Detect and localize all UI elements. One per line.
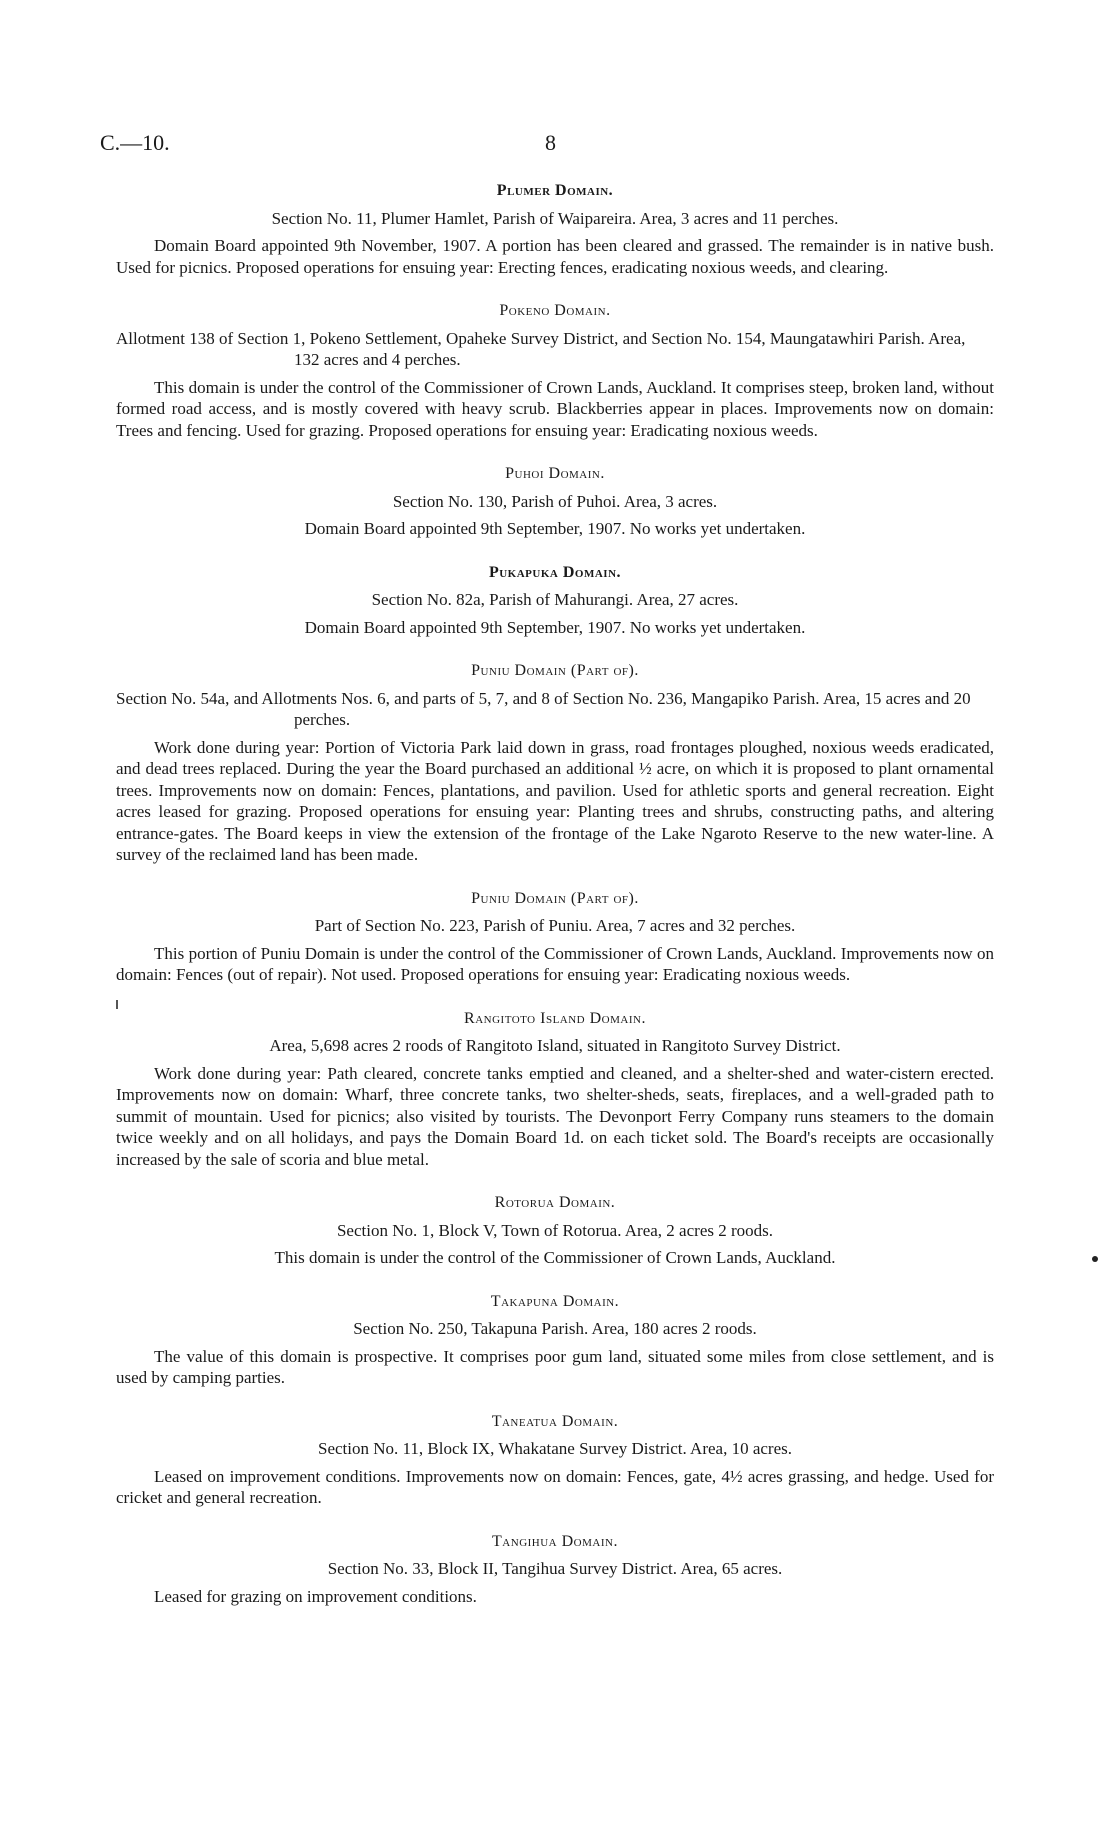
section-heading: Puniu Domain (Part of). (471, 662, 639, 679)
section-rotorua-domain (116, 1192, 994, 1269)
section-heading: Puniu Domain (Part of). (471, 889, 639, 907)
section-location: Section No. 1, Block V, Town of Rotorua. Area, 2 acres 2 roods. (336, 1220, 774, 1240)
section-heading: Pukapuka Domain. (488, 563, 622, 581)
section-location: Section No. 82a, Parish of Mahurangi. Area, 27 acres. (371, 590, 739, 609)
section-puniu-domain-2 (116, 888, 994, 986)
section-rangitoto-island-domain (116, 1008, 994, 1171)
section-pukapuka-domain (116, 562, 994, 639)
section-paragraph: Domain Board appointed 9th September, 1907. No works yet undertaken. (304, 519, 806, 538)
section-heading: Rotorua Domain. (494, 1194, 616, 1211)
margin-dot (1092, 1256, 1098, 1262)
section-location: Part of Section No. 223, Parish of Puniu. Area, 7 acres and 32 perches. (314, 916, 796, 935)
section-paragraph: Domain Board appointed 9th November, 1907. A portion has been cleared and grassed. The remainder is in native bush. Used for picnics. Proposed operations for ensuing year: Erecting fences, eradicating noxious weeds, and clearing. (116, 236, 994, 277)
section-location: Area, 5,698 acres 2 roods of Rangitoto Island, situated in Rangitoto Survey District. (269, 1036, 841, 1055)
section-location: Section No. 11, Plumer Hamlet, Parish of Waipareira. Area, 3 acres and 11 perches. (271, 208, 839, 228)
section-paragraph: This portion of Puniu Domain is under the control of the Commissioner of Crown Lands, Auckland. Improvements now on domain: Fences (out of repair). Not used. Proposed operations for ensuing year: Eradicating noxious weeds. (116, 943, 994, 984)
section-plumer-domain (116, 180, 994, 278)
section-location: Allotment 138 of Section 1, Pokeno Settlement, Opaheke Survey District, and Section No. 154, Maungatawhiri Parish. Area, 132 acres and 4 perches. (116, 328, 966, 369)
section-paragraph: The value of this domain is prospective. It comprises poor gum land, situated some miles from close settlement, and is used by camping parties. (116, 1346, 994, 1387)
section-paragraph: This domain is under the control of the Commissioner of Crown Lands, Auckland. It comprises steep, broken land, without formed road access, and is mostly covered with heavy scrub. Blackberries appear in places. Improvements now on domain: Trees and fencing. Used for grazing. Proposed operations for ensuing year: Eradicating noxious weeds. (116, 377, 994, 440)
document-code: C.—10. (100, 130, 170, 155)
section-heading: Plumer Domain. (496, 182, 614, 199)
page-header (100, 130, 1030, 160)
section-heading: Puhoi Domain. (505, 465, 605, 482)
section-takapuna-domain (116, 1291, 994, 1389)
section-taneatua-domain (116, 1411, 994, 1509)
section-puniu-domain-1 (116, 660, 994, 866)
section-paragraph: Work done during year: Portion of Victoria Park laid down in grass, road frontages ploughed, noxious weeds eradicated, and dead trees replaced. During the year the Board purchased an additional ½ acre, on which it is proposed to plant ornamental trees. Improvements now on domain: Fences, plantations, and pavilion. Used for athletic sports and general recreation. Eight acres leased for grazing. Proposed operations for ensuing year: Planting trees and shrubs, constructing paths, and altering entrance-gates. The Board keeps in view the extension of the frontage of the Lake Ngaroto Reserve to the new water-line. A survey of the reclaimed land has been made. (116, 737, 994, 864)
section-location: Section No. 54a, and Allotments Nos. 6, and parts of 5, 7, and 8 of Section No. 236, Mangapiko Parish. Area, 15 acres and 20 perches. (116, 688, 971, 729)
section-paragraph: This domain is under the control of the Commissioner of Crown Lands, Auckland. (274, 1248, 836, 1267)
section-heading: Rangitoto Island Domain. (464, 1009, 646, 1027)
section-paragraph: Leased for grazing on improvement conditions. (154, 1586, 477, 1606)
section-paragraph: Domain Board appointed 9th September, 1907. No works yet undertaken. (304, 617, 806, 637)
section-heading: Tangihua Domain. (492, 1532, 618, 1550)
section-location: Section No. 33, Block II, Tangihua Survey District. Area, 65 acres. (327, 1559, 783, 1578)
section-location: Section No. 130, Parish of Puhoi. Area, 3 acres. (392, 491, 718, 511)
section-pokeno-domain (116, 300, 994, 441)
section-paragraph: Leased on improvement conditions. Improvements now on domain: Fences, gate, 4½ acres grassing, and hedge. Used for cricket and general recreation. (116, 1466, 994, 1507)
section-location: Section No. 250, Takapuna Parish. Area, 180 acres 2 roods. (353, 1319, 757, 1338)
section-tangihua-domain (116, 1531, 994, 1608)
section-paragraph: Work done during year: Path cleared, concrete tanks emptied and cleaned, and a shelter-shed and water-cistern erected. Improvements now on domain: Wharf, three concrete tanks, two shelter-sheds, seats, fireplaces, and a well-graded path to summit of mountain. Used for picnics; also visited by tourists. The Devonport Ferry Company runs steamers to the domain twice weekly and on all holidays, and pays the Domain Board 1d. on each ticket sold. The Board's receipts are occasionally increased by the sale of scoria and blue metal. (116, 1063, 994, 1169)
document-body (116, 180, 994, 1629)
page-number: 8 (545, 130, 556, 155)
margin-tick (116, 1000, 118, 1009)
section-location: Section No. 11, Block IX, Whakatane Survey District. Area, 10 acres. (318, 1439, 792, 1458)
section-heading: Takapuna Domain. (490, 1292, 620, 1310)
section-heading: Taneatua Domain. (491, 1412, 619, 1430)
section-puhoi-domain (116, 463, 994, 540)
section-heading: Pokeno Domain. (499, 302, 611, 319)
